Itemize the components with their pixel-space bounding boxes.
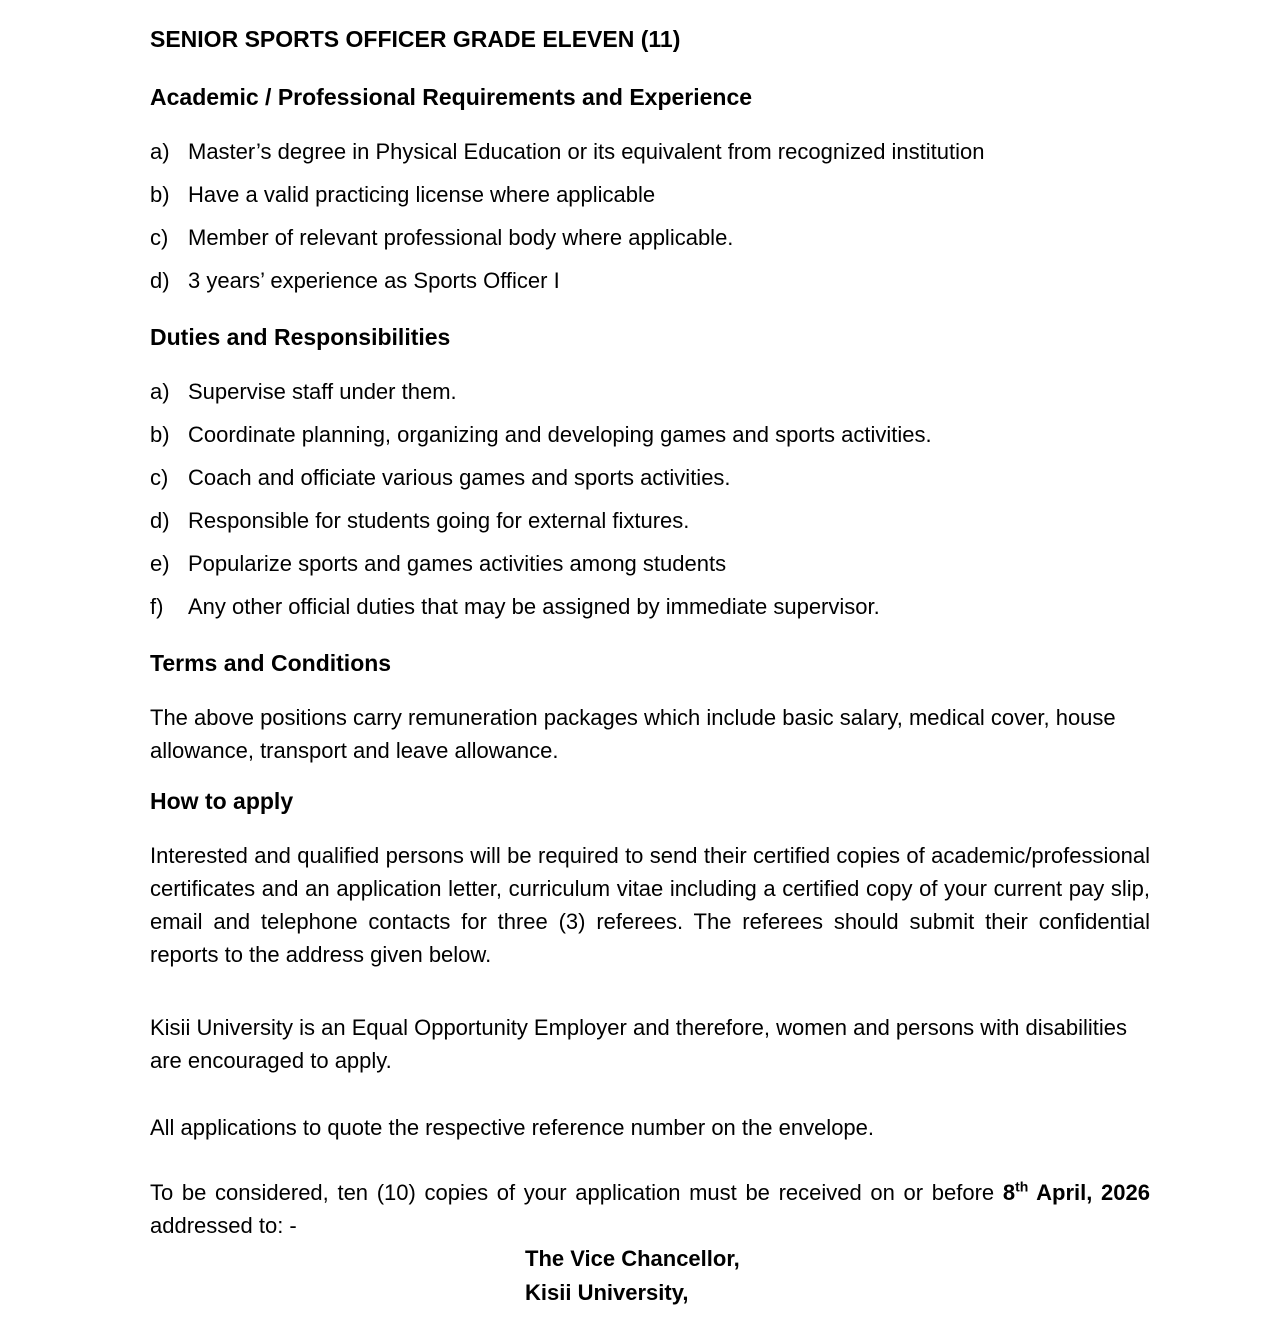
deadline-month-year: April, 2026 — [1028, 1180, 1150, 1205]
list-item — [150, 264, 1150, 297]
list-item-text: Popularize sports and games activities among students — [188, 551, 727, 576]
list-item-text: Supervise staff under them. — [188, 379, 457, 404]
list-item-label: c) — [150, 225, 169, 250]
list-item-label: b) — [150, 422, 170, 447]
list-item-label: e) — [150, 551, 170, 576]
list-item-label: a) — [150, 379, 170, 404]
deadline-ordinal: th — [1015, 1178, 1029, 1195]
list-item-text: Responsible for students going for external fixtures. — [188, 508, 690, 533]
equal-opportunity-paragraph: Kisii University is an Equal Opportunity Employer and therefore, women and persons with disabilities are encouraged to apply. — [150, 1015, 1128, 1073]
list-item — [150, 547, 1150, 580]
section-heading-how-to-apply: How to apply — [150, 788, 294, 814]
list-item-text: Have a valid practicing license where applicable — [188, 182, 656, 207]
list-item-text: 3 years’ experience as Sports Officer I — [188, 268, 560, 293]
deadline-text-before: To be considered, ten (10) copies of your application must be received on or before — [150, 1180, 1003, 1205]
list-item-label: b) — [150, 182, 170, 207]
list-item — [150, 178, 1150, 211]
list-item — [150, 418, 1150, 451]
list-item-text: Coach and officiate various games and sports activities. — [188, 465, 731, 490]
list-item — [150, 135, 1150, 168]
list-item-label: d) — [150, 268, 170, 293]
list-item-text: Member of relevant professional body where applicable. — [188, 225, 734, 250]
list-item — [150, 375, 1150, 408]
list-item — [150, 221, 1150, 254]
list-item — [150, 461, 1150, 494]
section-heading-duties: Duties and Responsibilities — [150, 324, 451, 350]
address-line-vice-chancellor: The Vice Chancellor, — [525, 1246, 740, 1271]
deadline-paragraph — [150, 1176, 1150, 1242]
list-item — [150, 504, 1150, 537]
section-heading-terms: Terms and Conditions — [150, 650, 392, 676]
terms-paragraph: The above positions carry remuneration packages which include basic salary, medical cover, house allowance, transport and leave allowance. — [150, 705, 1116, 763]
application-instructions-paragraph: Interested and qualified persons will be required to send their certified copies of academic/professional certificates and an application letter, curriculum vitae including a certified copy of your current pay slip, email and telephone contacts for three (3) referees. The referees should submit their confidential reports to the address given below. — [150, 843, 1150, 967]
requirements-list — [150, 135, 1150, 297]
list-item — [150, 590, 1150, 623]
list-item-text: Any other official duties that may be assigned by immediate supervisor. — [188, 594, 880, 619]
deadline-text-after: addressed to: - — [150, 1213, 297, 1238]
duties-list — [150, 375, 1150, 623]
reference-number-paragraph: All applications to quote the respective reference number on the envelope. — [150, 1115, 875, 1140]
job-title: SENIOR SPORTS OFFICER GRADE ELEVEN (11) — [150, 26, 681, 52]
address-line-university: Kisii University, — [525, 1280, 689, 1305]
list-item-label: a) — [150, 139, 170, 164]
list-item-text: Master’s degree in Physical Education or its equivalent from recognized institution — [188, 139, 985, 164]
deadline-day: 8 — [1002, 1180, 1016, 1205]
address-block — [525, 1242, 1150, 1310]
list-item-label: f) — [150, 594, 164, 619]
list-item-text: Coordinate planning, organizing and developing games and sports activities. — [188, 422, 932, 447]
list-item-label: c) — [150, 465, 169, 490]
section-heading-requirements: Academic / Professional Requirements and Experience — [150, 84, 753, 110]
list-item-label: d) — [150, 508, 170, 533]
